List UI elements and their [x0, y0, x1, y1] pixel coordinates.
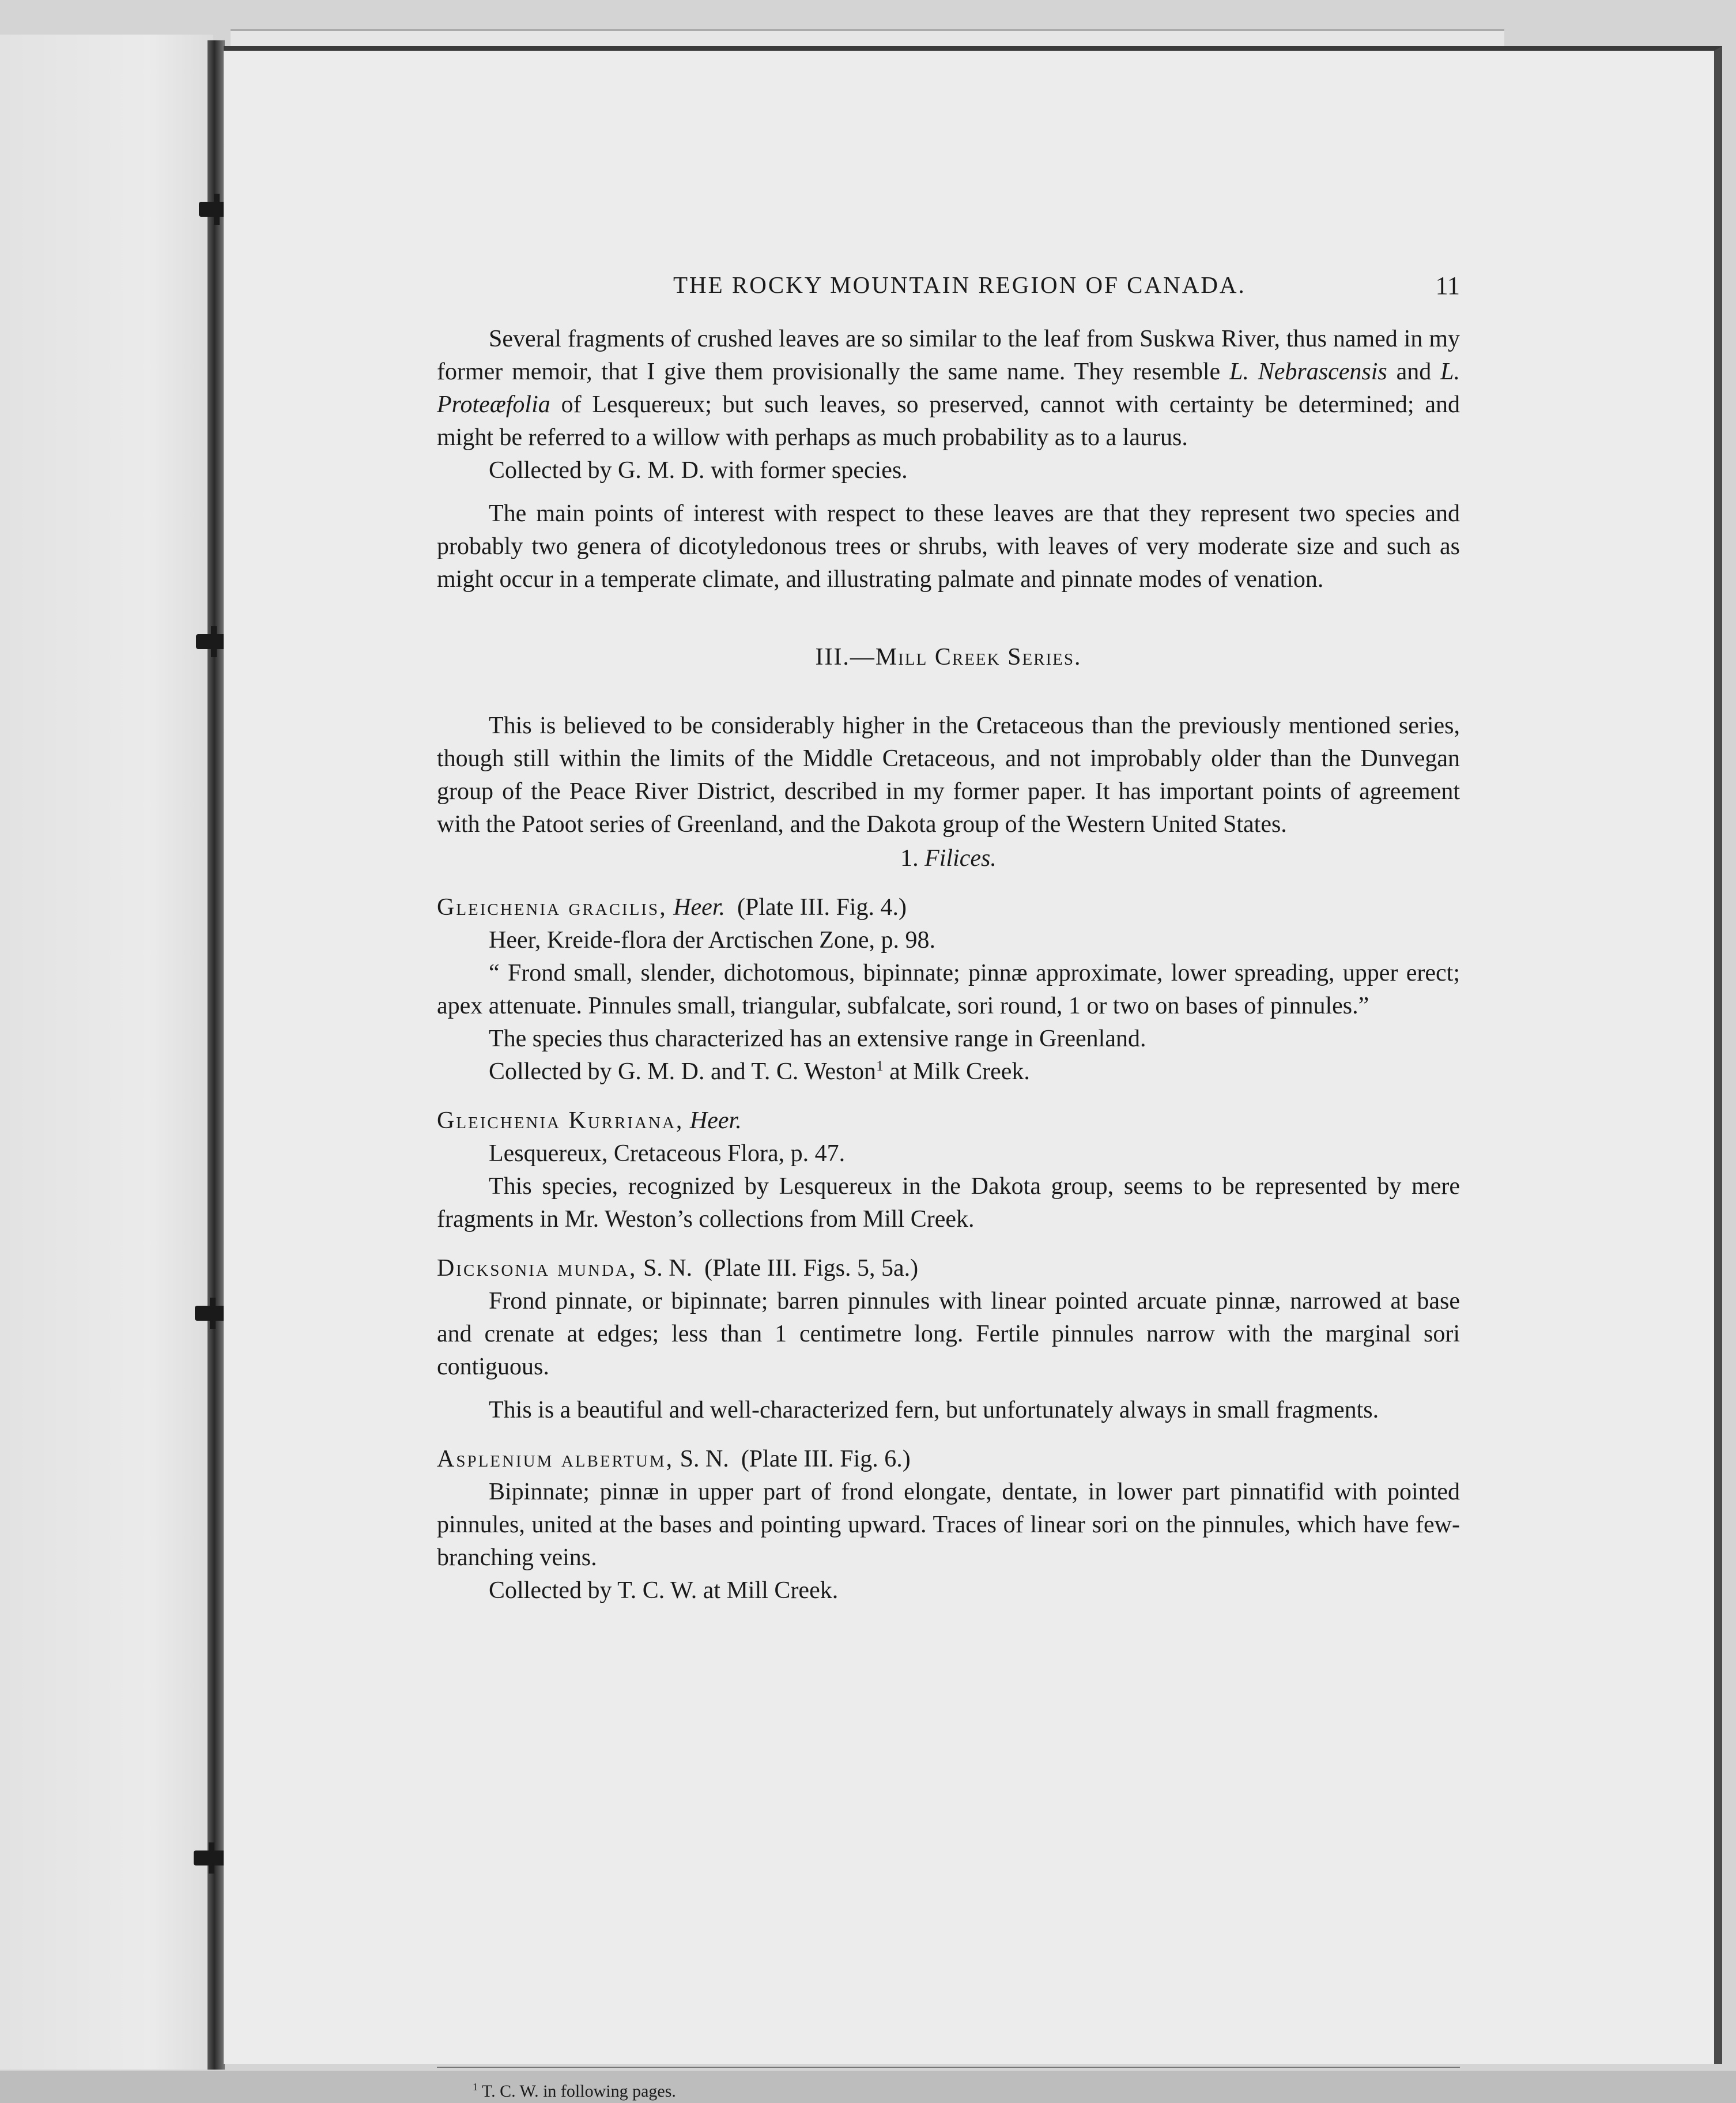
- subsection-number: 1.: [900, 845, 919, 872]
- body-text: [437, 323, 1460, 1607]
- plate-reference: (Plate III. Fig. 6.): [741, 1446, 911, 1472]
- page-number: 11: [1435, 272, 1460, 300]
- taxon-name: L. Nebrascensis: [1229, 359, 1387, 385]
- subsection-heading: [437, 842, 1460, 875]
- species-line: Heer, Kreide-flora der Arctischen Zone, p. 98.: [489, 927, 935, 953]
- section-intro: This is believed to be considerably higher in the Cretaceous than the previously mentioned series, though still within the limits of the Middle Cretaceous, and not improbably older than the Dunvegan group of the Peace River District, described in my former paper. It has important points of agreement with the Patoot series of Greenland, and the Dakota group of the Western United States.: [437, 713, 1460, 838]
- species-heading: [437, 1252, 1460, 1285]
- species-name: Asplenium albertum,: [437, 1446, 674, 1472]
- paragraph: Collected by G. M. D. with former species.: [489, 457, 908, 484]
- paragraph-text: Several fragments of crushed leaves are so similar to the leaf from Suskwa River, thus named in my former memoir, that I give them provisionally the same name. They resemble: [437, 326, 1460, 385]
- species-heading: [437, 1443, 1460, 1476]
- species-author: Heer.: [689, 1107, 742, 1134]
- species-line: This is a beautiful and well-characterized fern, but unfortunately always in small fragments.: [489, 1397, 1379, 1423]
- section-title: III.—Mill Creek Series.: [815, 644, 1082, 670]
- subsection-name: Filices.: [924, 845, 997, 872]
- species-author: Heer.: [673, 894, 726, 921]
- footnote-marker: 1: [876, 1058, 884, 1074]
- plate-reference: (Plate III. Figs. 5, 5a.): [704, 1255, 919, 1282]
- species-line: Lesquereux, Cretaceous Flora, p. 47.: [489, 1140, 846, 1167]
- book-gutter: [207, 40, 225, 2070]
- species-line: The species thus characterized has an extensive range in Greenland.: [489, 1026, 1146, 1052]
- species-name: Gleichenia Kurriana,: [437, 1107, 684, 1134]
- paragraph-text: of Lesquereux; but such leaves, so preserved, cannot with certainty be determined; and might be referred to a willow with perhaps as much probability as to a laurus.: [437, 391, 1460, 451]
- species-name: Gleichenia gracilis,: [437, 894, 667, 921]
- species-line: “ Frond small, slender, dichotomous, bipinnate; pinnæ approximate, lower spreading, upper erect; apex attenuate. Pinnules small, triangular, subfalcate, sori round, 1 or two on bases of pinnules.”: [437, 960, 1460, 1019]
- footnote: [473, 2080, 676, 2103]
- collected-text: Collected by G. M. D. and T. C. Weston: [489, 1058, 877, 1085]
- paragraph-text: and: [1396, 359, 1432, 385]
- plate-reference: (Plate III. Fig. 4.): [737, 894, 907, 921]
- footnote-rule: [437, 2067, 1460, 2068]
- species-line: Frond pinnate, or bipinnate; barren pinnules with linear pointed arcuate pinnæ, narrowed at base and crenate at edges; less than 1 centimetre long. Fertile pinnules narrow with the marginal sori contiguous.: [437, 1288, 1460, 1380]
- left-page: [0, 35, 213, 2070]
- paragraph: The main points of interest with respect to these leaves are that they represent two species and probably two genera of dicotyledonous trees or shrubs, with leaves of very moderate size and such as might occur in a temperate climate, and illustrating palmate and pinnate modes of venation.: [437, 500, 1460, 593]
- footnote-text: T. C. W. in following pages.: [481, 2082, 676, 2101]
- paragraph: [437, 323, 1460, 454]
- species-heading: [437, 1105, 1460, 1137]
- collected-line: [437, 1056, 1460, 1088]
- collected-text: at Milk Creek.: [889, 1058, 1030, 1085]
- running-head: [437, 271, 1460, 311]
- running-title: THE ROCKY MOUNTAIN REGION OF CANADA.: [673, 272, 1246, 298]
- species-name: Dicksonia munda,: [437, 1255, 637, 1282]
- species-author: S. N.: [643, 1255, 693, 1282]
- collected-line: Collected by T. C. W. at Mill Creek.: [489, 1577, 839, 1604]
- species-line: Bipinnate; pinnæ in upper part of frond elongate, dentate, in lower part pinnatifid with pointed pinnules, united at the bases and pointing upward. Traces of linear sori on the pinnules, which have few-branching veins.: [437, 1479, 1460, 1571]
- species-author: S. N.: [680, 1446, 729, 1472]
- species-line: This species, recognized by Lesquereux in the Dakota group, seems to be represented by mere fragments in Mr. Weston’s collections from Mill Creek.: [437, 1173, 1460, 1233]
- taxon-name: L. Proteæfolia: [437, 359, 1460, 418]
- species-heading: [437, 891, 1460, 924]
- footnote-marker: 1: [473, 2081, 478, 2093]
